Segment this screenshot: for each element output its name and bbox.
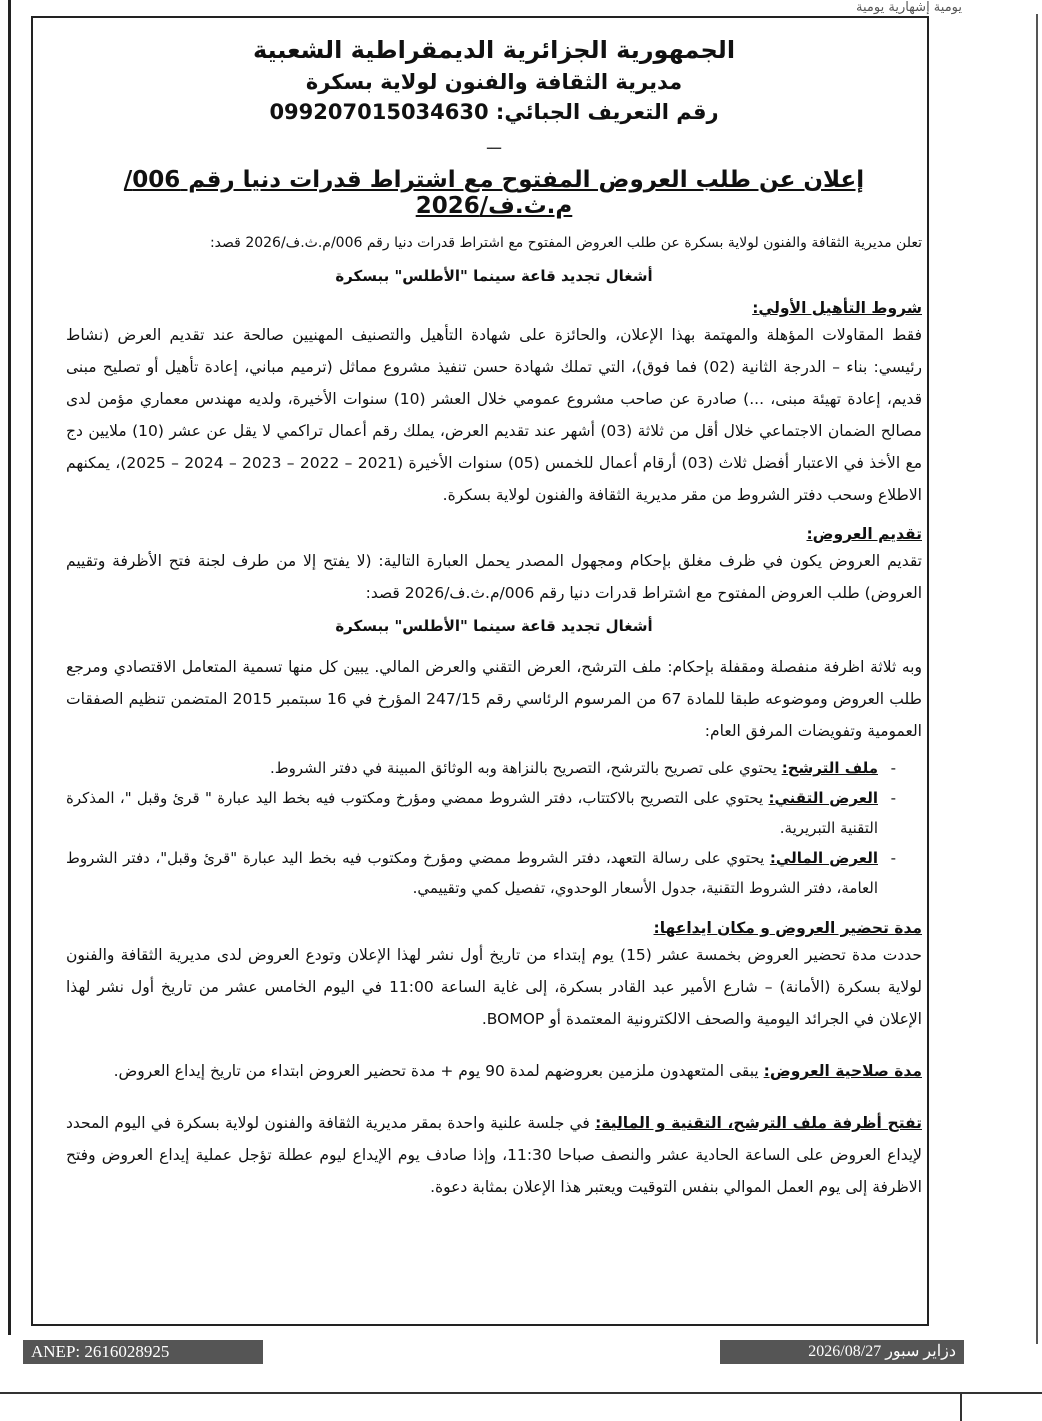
bullet-text: يحتوي على رسالة التعهد، دفتر الشروط ممضي ومؤرخ ومكتوب فيه بخط اليد عبارة "قرئ وقبل"، دفتر الشروط العامة، دفتر الشروط التقنية، جدول الأسعار الوحدوي، تفصيل كمي وتقييمي. <box>66 849 878 897</box>
opening-text: في جلسة علنية واحدة بمقر مديرية الثقافة والفنون لولاية بسكرة في اليوم المحدد لإيداع العروض على الساعة الحادية عشر والنصف صباحا 11:30، وإذا صادف يوم الإيداع ليوم عطلة تؤجل عملية إيداع العروض وفتح الاظرفة إلى يوم العمل الموالي بنفس التوقيت ويعتبر هذا الإعلان بمثابة دعوة. <box>66 1114 922 1196</box>
bottom-rule <box>0 1392 1042 1394</box>
scan-top-text: يومية إشهارية يومية <box>856 0 962 15</box>
opening-label: تفتح أظرفة ملف الترشح، التقنية و المالية: <box>595 1114 923 1132</box>
newspaper-name: دزاير سبور <box>885 1343 956 1360</box>
envelopes-text: وبه ثلاثة اظرفة منفصلة ومقفلة بإحكام: ملف الترشح، العرض التقني والعرض المالي. يبين كل منها تسمية المتعامل الاقتصادي ومرجع طلب العروض وموضوعه طبقا للمادة 67 من المرسوم الرئاسي رقم 247/15 المؤرخ في 16 سبتمبر 2015 المتضمن تنظيم الصفقات العمومية وتفويضات المرفق العام: <box>66 658 922 740</box>
project-subject: أشغال تجديد قاعة سينما "الأطلس" ببسكرة <box>335 267 653 285</box>
right-margin-rule <box>1036 14 1038 1344</box>
preparation-text: حددت مدة تحضير العروض بخمسة عشر (15) يوم إبتداء من تاريخ أول نشر لهذا الإعلان وتودع العروض لدى مديرية الثقافة والفنون لولاية بسكرة (الأمانة) – شارع الأمير عبد القادر بسكرة، إلى غاية الساعة 11:00 في اليوم الخامس عشر من تاريخ أول نشر لهذا الإعلان في الجرائد اليومية والصحف الالكترونية المعتمدة أو BOMOP. <box>66 946 922 1028</box>
list-item: - العرض التقني: يحتوي على التصريح بالاكتتاب، دفتر الشروط ممضي ومؤرخ ومكتوب فيه بخط اليد عبارة " قرئ وقبل "، المذكرة التقنية التبريرية. <box>66 789 896 837</box>
anep-reference: ANEP: 2616028925 <box>23 1340 263 1364</box>
validity-paragraph <box>66 1055 922 1087</box>
bullet-label: العرض المالي: <box>769 849 878 867</box>
republic-header: الجمهورية الجزائرية الديمقراطية الشعبية <box>252 36 736 64</box>
bullet-text: يحتوي على التصريح بالاكتتاب، دفتر الشروط ممضي ومؤرخ ومكتوب فيه بخط اليد عبارة " قرئ وقبل "، المذكرة التقنية التبريرية. <box>66 789 878 837</box>
bullet-text: يحتوي على تصريح بالترشح، التصريح بالنزاهة وبه الوثائق المبينة في دفتر الشروط. <box>270 759 782 777</box>
opening-paragraph <box>66 1107 922 1203</box>
directorate-header: مديرية الثقافة والفنون لولاية بسكرة <box>305 70 683 94</box>
submission-title: تقديم العروض: <box>806 525 922 543</box>
list-item: - العرض المالي: يحتوي على رسالة التعهد، دفتر الشروط ممضي ومؤرخ ومكتوب فيه بخط اليد عبارة "قرئ وقبل"، دفتر الشروط العامة، دفتر الشروط التقنية، جدول الأسعار الوحدوي، تفصيل كمي وتقييمي. <box>66 849 896 897</box>
left-margin-rule <box>8 0 11 1335</box>
validity-text: يبقى المتعهدون ملزمين بعروضهم لمدة 90 يوم + مدة تحضير العروض ابتداء من تاريخ إيداع العروض. <box>113 1062 764 1080</box>
bottom-divider <box>960 1392 962 1421</box>
envelope-list <box>66 753 896 903</box>
tax-id: رقم التعريف الجبائي: 099207015034630 <box>269 100 719 124</box>
intro-text: تعلن مديرية الثقافة والفنون لولاية بسكرة عن طلب العروض المفتوح مع اشتراط قدرات دنيا رقم 006/م.ث.ف/2026 قصد: <box>209 235 922 251</box>
eligibility-text: فقط المقاولات المؤهلة والمهتمة بهذا الإعلان، والحائزة على شهادة التأهيل والتصنيف المهنيين صالحة عند تقديم العرض (نشاط رئيسي: بناء – الدرجة الثانية (02) فما فوق)، التي تملك شهادة حسن تنفيذ مشروع مماثل (ترميم مباني، إعادة تأهيل أو تصليح مبنى قديم، إعادة تهيئة مبنى، ...) صادرة عن صاحب مشروع عمومي خلال العشر (10) سنوات الأخيرة، ولديه مهندس معماري مؤمن لدى مصالح الضمان الاجتماعي خلال أقل من ثلاثة (03) أشهر عند تقديم العرض، يملك رقم أعمال تراكمي لا يقل عن عشر (10) ملايين دج مع الأخذ في الاعتبار أفضل ثلاث (03) أرقام أعمال للخمس (05) سنوات الأخيرة (2021 – 2022 – 2023 – 2024 – 2025)، يمكنهم الاطلاع وسحب دفتر الشروط من مقر مديرية الثقافة والفنون لولاية بسكرة. <box>66 326 923 504</box>
newspaper-footer <box>720 1340 964 1364</box>
bullet-label: ملف الترشح: <box>781 759 878 777</box>
submission-text: تقديم العروض يكون في ظرف مغلق بإحكام ومجهول المصدر يحمل العبارة التالية: (لا يفتح إلا من طرف لجنة فتح الأظرفة وتقييم العروض) طلب العروض المفتوح مع اشتراط قدرات دنيا رقم 006/م.ث.ف/2026 قصد: <box>66 552 922 602</box>
preparation-title: مدة تحضير العروض و مكان ايداعها: <box>653 919 922 937</box>
bullet-label: العرض التقني: <box>768 789 878 807</box>
separator-dash: ـــ <box>486 134 502 153</box>
validity-label: مدة صلاحية العروض: <box>763 1062 922 1080</box>
submission-subject: أشغال تجديد قاعة سينما "الأطلس" ببسكرة <box>335 617 653 635</box>
announcement-content <box>66 20 922 1203</box>
list-item: - ملف الترشح: يحتوي على تصريح بالترشح، التصريح بالنزاهة وبه الوثائق المبينة في دفتر الشروط. <box>270 759 896 777</box>
eligibility-title: شروط التأهيل الأولي: <box>752 299 922 317</box>
publication-date: 2026/08/27 <box>808 1343 882 1360</box>
announcement-title: إعلان عن طلب العروض المفتوح مع اشتراط قدرات دنيا رقم 006/م.ث.ف/2026 <box>123 167 865 219</box>
